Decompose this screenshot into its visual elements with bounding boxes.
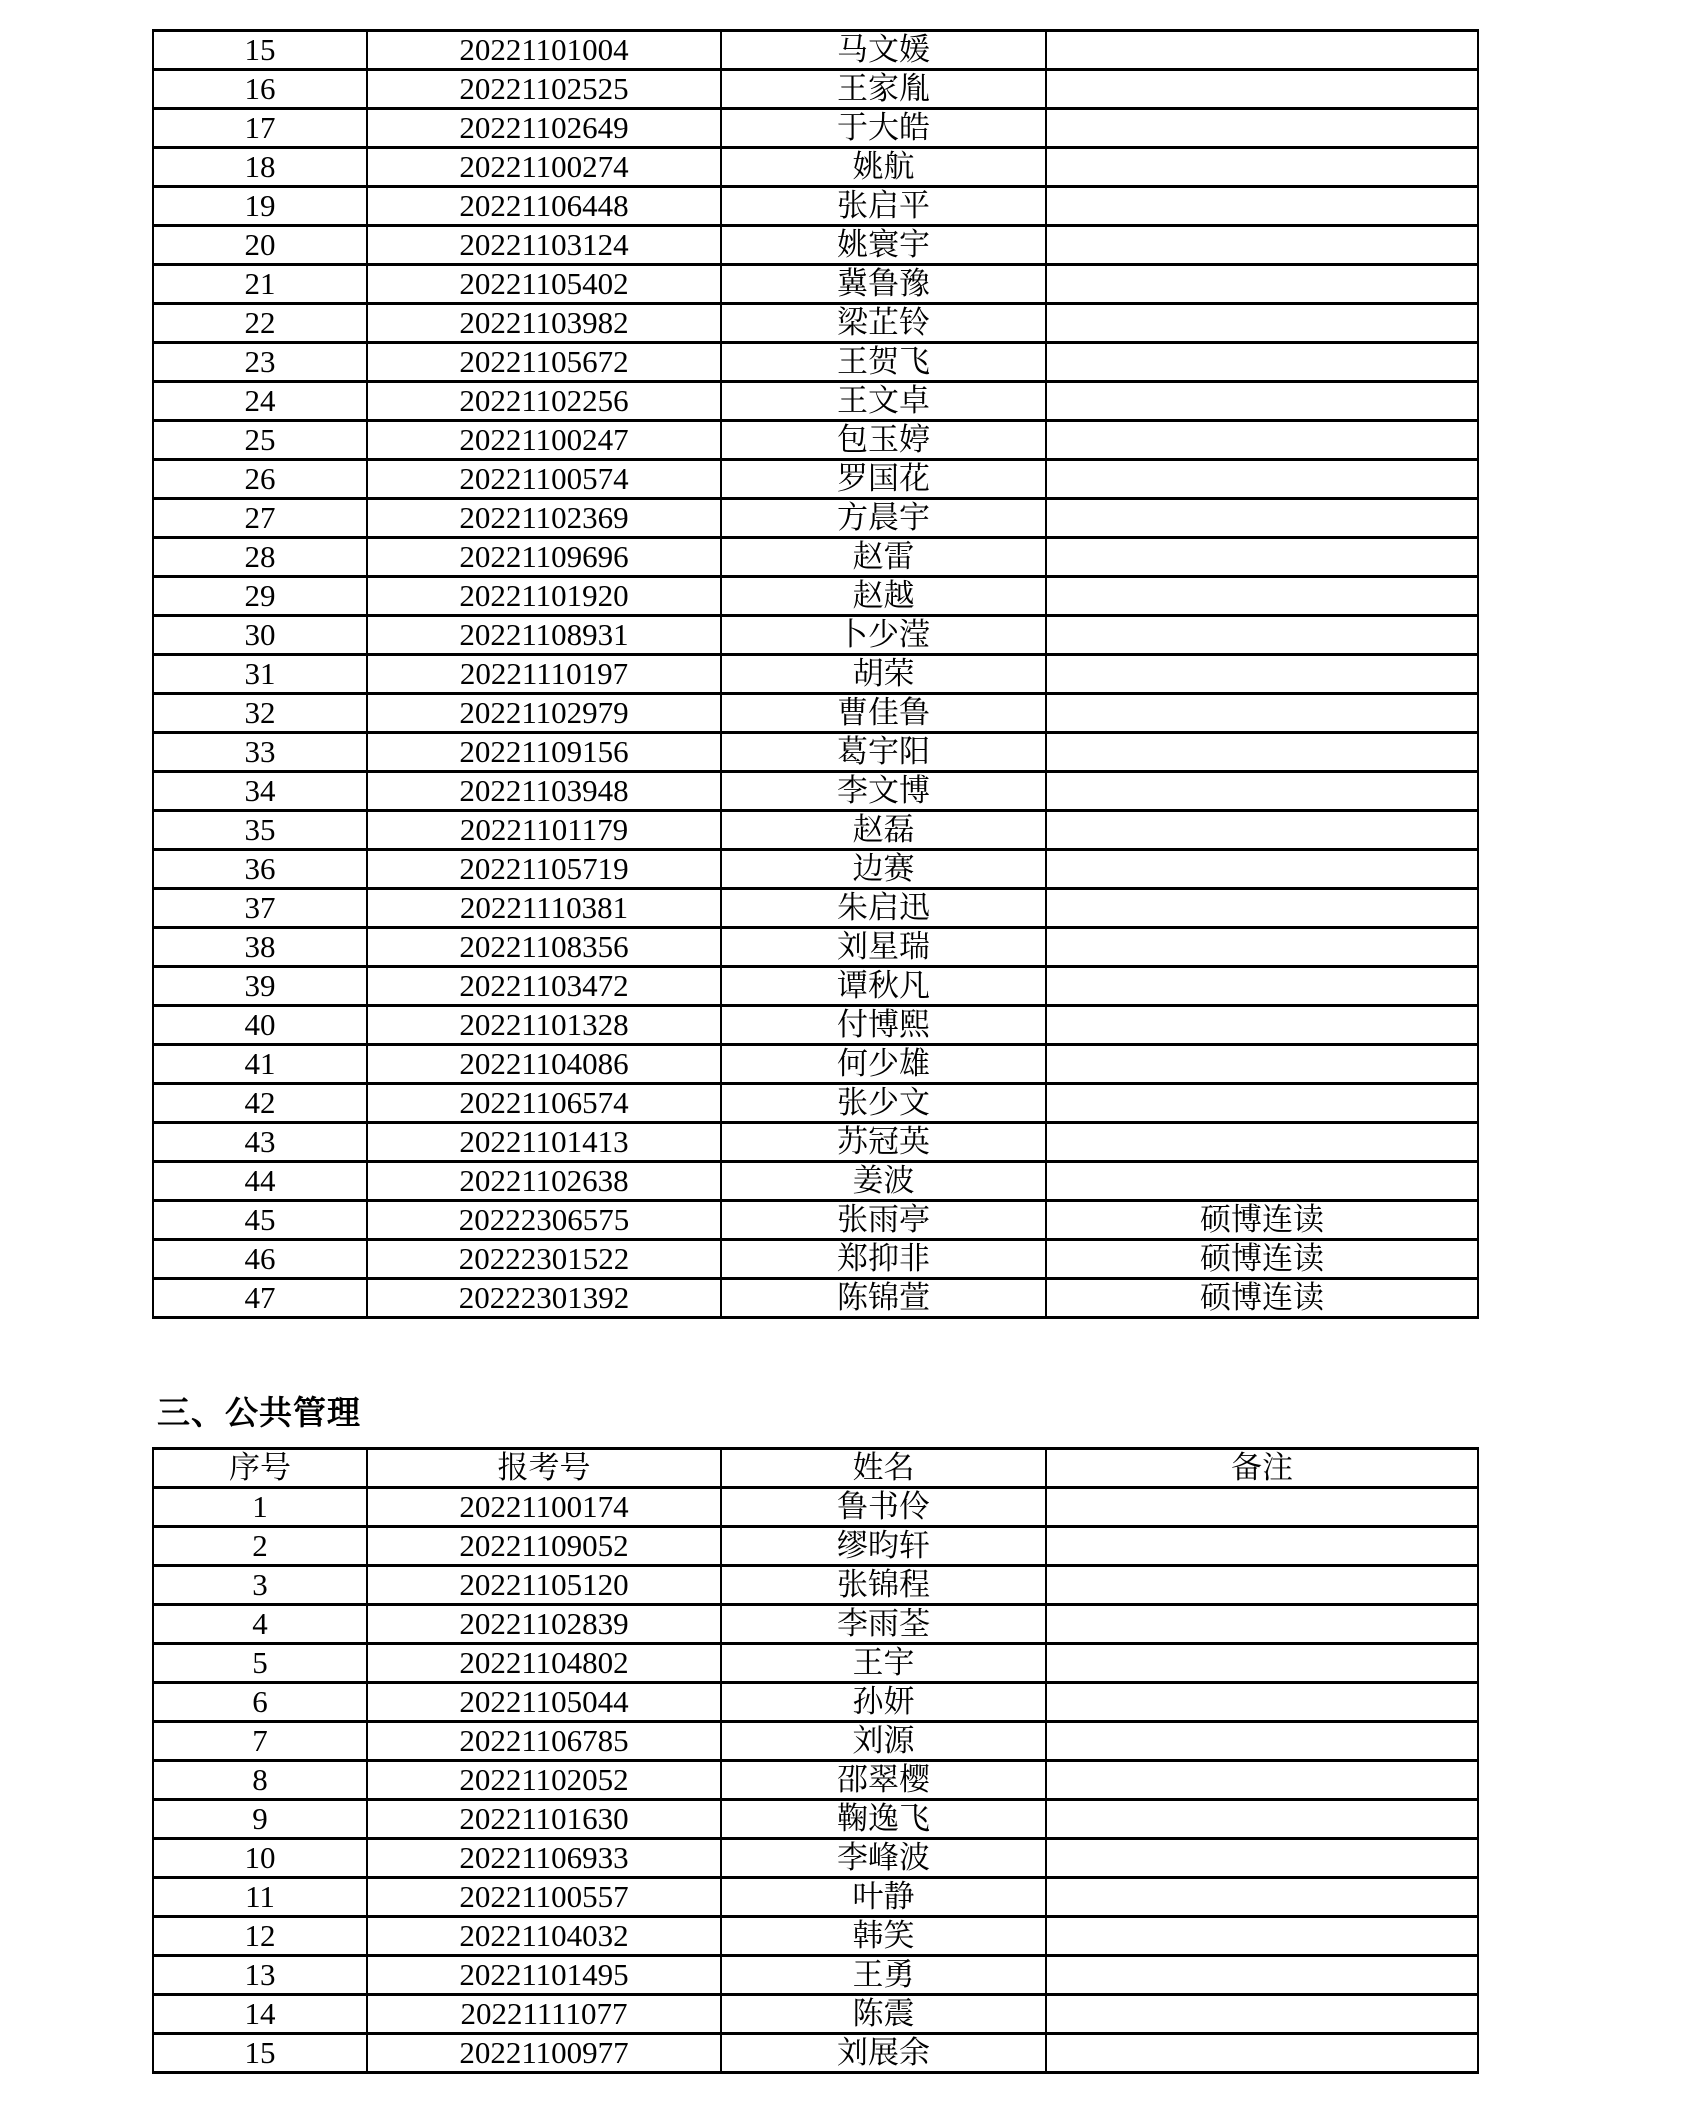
cell-no: 36 bbox=[153, 850, 367, 889]
cell-remark bbox=[1046, 1839, 1478, 1878]
table-row bbox=[153, 616, 1478, 655]
cell-no: 1 bbox=[153, 1488, 367, 1527]
cell-id: 20221102979 bbox=[367, 694, 721, 733]
cell-no: 2 bbox=[153, 1527, 367, 1566]
cell-name: 邵翠樱 bbox=[721, 1761, 1046, 1800]
cell-name: 鞠逸飞 bbox=[721, 1800, 1046, 1839]
cell-remark bbox=[1046, 109, 1478, 148]
cell-no: 6 bbox=[153, 1683, 367, 1722]
cell-id: 20222301392 bbox=[367, 1279, 721, 1318]
column-header-id: 报考号 bbox=[367, 1449, 721, 1488]
cell-name: 李峰波 bbox=[721, 1839, 1046, 1878]
table-row bbox=[153, 382, 1478, 421]
cell-name: 叶静 bbox=[721, 1878, 1046, 1917]
table-row bbox=[153, 1917, 1478, 1956]
cell-id: 20221106785 bbox=[367, 1722, 721, 1761]
table-row bbox=[153, 1605, 1478, 1644]
cell-remark bbox=[1046, 811, 1478, 850]
cell-id: 20221108356 bbox=[367, 928, 721, 967]
cell-id: 20221109052 bbox=[367, 1527, 721, 1566]
cell-remark bbox=[1046, 421, 1478, 460]
table-row bbox=[153, 1956, 1478, 1995]
cell-id: 20221102839 bbox=[367, 1605, 721, 1644]
cell-id: 20221103982 bbox=[367, 304, 721, 343]
cell-no: 5 bbox=[153, 1644, 367, 1683]
cell-id: 20221101179 bbox=[367, 811, 721, 850]
table-row bbox=[153, 1045, 1478, 1084]
cell-name: 包玉婷 bbox=[721, 421, 1046, 460]
cell-remark bbox=[1046, 343, 1478, 382]
cell-no: 27 bbox=[153, 499, 367, 538]
table-row bbox=[153, 1488, 1478, 1527]
cell-id: 20221105044 bbox=[367, 1683, 721, 1722]
cell-name: 刘星瑞 bbox=[721, 928, 1046, 967]
cell-id: 20221100174 bbox=[367, 1488, 721, 1527]
cell-name: 王文卓 bbox=[721, 382, 1046, 421]
cell-remark bbox=[1046, 1605, 1478, 1644]
cell-name: 何少雄 bbox=[721, 1045, 1046, 1084]
cell-name: 方晨宇 bbox=[721, 499, 1046, 538]
cell-no: 10 bbox=[153, 1839, 367, 1878]
cell-id: 20221101004 bbox=[367, 31, 721, 70]
cell-remark bbox=[1046, 1084, 1478, 1123]
table-row bbox=[153, 1201, 1478, 1240]
cell-id: 20221104802 bbox=[367, 1644, 721, 1683]
cell-id: 20221100574 bbox=[367, 460, 721, 499]
cell-remark bbox=[1046, 1800, 1478, 1839]
cell-remark bbox=[1046, 226, 1478, 265]
table-row bbox=[153, 733, 1478, 772]
table-row bbox=[153, 1995, 1478, 2034]
cell-name: 张雨亭 bbox=[721, 1201, 1046, 1240]
cell-id: 20221110197 bbox=[367, 655, 721, 694]
public-administration-table-body bbox=[153, 1488, 1478, 2073]
table-row bbox=[153, 304, 1478, 343]
cell-remark bbox=[1046, 265, 1478, 304]
cell-no: 32 bbox=[153, 694, 367, 733]
cell-no: 20 bbox=[153, 226, 367, 265]
cell-id: 20221100247 bbox=[367, 421, 721, 460]
cell-no: 17 bbox=[153, 109, 367, 148]
cell-remark bbox=[1046, 772, 1478, 811]
cell-remark bbox=[1046, 1006, 1478, 1045]
cell-id: 20221106448 bbox=[367, 187, 721, 226]
cell-remark bbox=[1046, 70, 1478, 109]
cell-remark bbox=[1046, 2034, 1478, 2073]
cell-id: 20221100274 bbox=[367, 148, 721, 187]
cell-id: 20221104032 bbox=[367, 1917, 721, 1956]
table-row bbox=[153, 1240, 1478, 1279]
cell-remark bbox=[1046, 1917, 1478, 1956]
cell-name: 朱启迅 bbox=[721, 889, 1046, 928]
cell-remark bbox=[1046, 499, 1478, 538]
cell-id: 20221102638 bbox=[367, 1162, 721, 1201]
cell-remark bbox=[1046, 1722, 1478, 1761]
cell-name: 罗国花 bbox=[721, 460, 1046, 499]
cell-remark: 硕博连读 bbox=[1046, 1240, 1478, 1279]
table-row bbox=[153, 1006, 1478, 1045]
table-row bbox=[153, 1123, 1478, 1162]
cell-no: 34 bbox=[153, 772, 367, 811]
cell-id: 20221101630 bbox=[367, 1800, 721, 1839]
cell-remark bbox=[1046, 694, 1478, 733]
cell-remark bbox=[1046, 1123, 1478, 1162]
cell-no: 39 bbox=[153, 967, 367, 1006]
table-row bbox=[153, 226, 1478, 265]
cell-name: 张少文 bbox=[721, 1084, 1046, 1123]
cell-no: 31 bbox=[153, 655, 367, 694]
cell-remark bbox=[1046, 1761, 1478, 1800]
cell-no: 4 bbox=[153, 1605, 367, 1644]
cell-remark bbox=[1046, 304, 1478, 343]
cell-no: 35 bbox=[153, 811, 367, 850]
cell-no: 9 bbox=[153, 1800, 367, 1839]
table-row bbox=[153, 655, 1478, 694]
table-row bbox=[153, 421, 1478, 460]
cell-no: 47 bbox=[153, 1279, 367, 1318]
table-row bbox=[153, 1839, 1478, 1878]
cell-id: 20221109696 bbox=[367, 538, 721, 577]
table-row bbox=[153, 265, 1478, 304]
cell-name: 赵雷 bbox=[721, 538, 1046, 577]
cell-name: 陈震 bbox=[721, 1995, 1046, 2034]
cell-id: 20221110381 bbox=[367, 889, 721, 928]
public-administration-table bbox=[152, 1447, 1479, 2074]
table-row bbox=[153, 1566, 1478, 1605]
cell-no: 23 bbox=[153, 343, 367, 382]
table-row bbox=[153, 1527, 1478, 1566]
cell-no: 41 bbox=[153, 1045, 367, 1084]
cell-remark bbox=[1046, 31, 1478, 70]
table-row bbox=[153, 928, 1478, 967]
cell-id: 20221102649 bbox=[367, 109, 721, 148]
cell-remark bbox=[1046, 1995, 1478, 2034]
cell-remark bbox=[1046, 1644, 1478, 1683]
table-row bbox=[153, 811, 1478, 850]
column-header-no: 序号 bbox=[153, 1449, 367, 1488]
cell-remark bbox=[1046, 889, 1478, 928]
section-heading-public-administration: 三、公共管理 bbox=[157, 1396, 361, 1432]
cell-id: 20221108931 bbox=[367, 616, 721, 655]
cell-name: 王家胤 bbox=[721, 70, 1046, 109]
cell-no: 7 bbox=[153, 1722, 367, 1761]
cell-name: 姜波 bbox=[721, 1162, 1046, 1201]
cell-id: 20221106933 bbox=[367, 1839, 721, 1878]
cell-remark bbox=[1046, 616, 1478, 655]
cell-no: 33 bbox=[153, 733, 367, 772]
cell-name: 于大皓 bbox=[721, 109, 1046, 148]
column-header-remark: 备注 bbox=[1046, 1449, 1478, 1488]
table-row bbox=[153, 772, 1478, 811]
cell-no: 38 bbox=[153, 928, 367, 967]
table-row bbox=[153, 187, 1478, 226]
table-row bbox=[153, 1800, 1478, 1839]
cell-remark bbox=[1046, 733, 1478, 772]
cell-id: 20221102256 bbox=[367, 382, 721, 421]
cell-remark bbox=[1046, 187, 1478, 226]
cell-name: 王贺飞 bbox=[721, 343, 1046, 382]
admission-list-table-continued-body bbox=[153, 31, 1478, 1318]
table-row bbox=[153, 70, 1478, 109]
cell-no: 30 bbox=[153, 616, 367, 655]
table-row bbox=[153, 2034, 1478, 2073]
cell-remark bbox=[1046, 382, 1478, 421]
cell-id: 20221105402 bbox=[367, 265, 721, 304]
cell-name: 李雨荃 bbox=[721, 1605, 1046, 1644]
cell-id: 20221105672 bbox=[367, 343, 721, 382]
cell-no: 44 bbox=[153, 1162, 367, 1201]
cell-remark bbox=[1046, 1162, 1478, 1201]
cell-no: 15 bbox=[153, 31, 367, 70]
cell-no: 28 bbox=[153, 538, 367, 577]
table-row bbox=[153, 1683, 1478, 1722]
cell-remark bbox=[1046, 967, 1478, 1006]
cell-id: 20222301522 bbox=[367, 1240, 721, 1279]
cell-name: 赵越 bbox=[721, 577, 1046, 616]
table-row bbox=[153, 460, 1478, 499]
cell-no: 42 bbox=[153, 1084, 367, 1123]
cell-no: 22 bbox=[153, 304, 367, 343]
cell-name: 张启平 bbox=[721, 187, 1046, 226]
cell-no: 18 bbox=[153, 148, 367, 187]
cell-remark bbox=[1046, 1488, 1478, 1527]
table-header-row bbox=[153, 1449, 1478, 1488]
cell-id: 20221102369 bbox=[367, 499, 721, 538]
table-row bbox=[153, 148, 1478, 187]
cell-name: 谭秋凡 bbox=[721, 967, 1046, 1006]
table-row bbox=[153, 850, 1478, 889]
cell-no: 15 bbox=[153, 2034, 367, 2073]
cell-remark bbox=[1046, 577, 1478, 616]
table-row bbox=[153, 1878, 1478, 1917]
cell-name: 马文媛 bbox=[721, 31, 1046, 70]
cell-no: 40 bbox=[153, 1006, 367, 1045]
cell-id: 20221102525 bbox=[367, 70, 721, 109]
cell-name: 李文博 bbox=[721, 772, 1046, 811]
column-header-name: 姓名 bbox=[721, 1449, 1046, 1488]
cell-remark bbox=[1046, 1956, 1478, 1995]
cell-id: 20221103472 bbox=[367, 967, 721, 1006]
cell-name: 付博熙 bbox=[721, 1006, 1046, 1045]
cell-remark bbox=[1046, 1566, 1478, 1605]
cell-no: 21 bbox=[153, 265, 367, 304]
cell-name: 葛宇阳 bbox=[721, 733, 1046, 772]
cell-remark: 硕博连读 bbox=[1046, 1201, 1478, 1240]
cell-id: 20221109156 bbox=[367, 733, 721, 772]
cell-no: 12 bbox=[153, 1917, 367, 1956]
table-row bbox=[153, 499, 1478, 538]
cell-name: 苏冠英 bbox=[721, 1123, 1046, 1162]
cell-name: 陈锦萱 bbox=[721, 1279, 1046, 1318]
cell-remark bbox=[1046, 460, 1478, 499]
cell-name: 王勇 bbox=[721, 1956, 1046, 1995]
cell-id: 20221101495 bbox=[367, 1956, 721, 1995]
cell-id: 20221101328 bbox=[367, 1006, 721, 1045]
cell-remark: 硕博连读 bbox=[1046, 1279, 1478, 1318]
cell-no: 37 bbox=[153, 889, 367, 928]
cell-name: 曹佳鲁 bbox=[721, 694, 1046, 733]
table-row bbox=[153, 1162, 1478, 1201]
table-row bbox=[153, 343, 1478, 382]
cell-id: 20222306575 bbox=[367, 1201, 721, 1240]
cell-name: 赵磊 bbox=[721, 811, 1046, 850]
cell-name: 韩笑 bbox=[721, 1917, 1046, 1956]
cell-no: 8 bbox=[153, 1761, 367, 1800]
cell-no: 45 bbox=[153, 1201, 367, 1240]
cell-id: 20221100557 bbox=[367, 1878, 721, 1917]
cell-name: 姚寰宇 bbox=[721, 226, 1046, 265]
table-row bbox=[153, 1644, 1478, 1683]
table-row bbox=[153, 1084, 1478, 1123]
cell-remark bbox=[1046, 1683, 1478, 1722]
cell-name: 缪昀轩 bbox=[721, 1527, 1046, 1566]
cell-no: 11 bbox=[153, 1878, 367, 1917]
cell-name: 鲁书伶 bbox=[721, 1488, 1046, 1527]
cell-remark bbox=[1046, 1527, 1478, 1566]
cell-name: 冀鲁豫 bbox=[721, 265, 1046, 304]
cell-id: 20221105719 bbox=[367, 850, 721, 889]
cell-no: 43 bbox=[153, 1123, 367, 1162]
cell-remark bbox=[1046, 148, 1478, 187]
table-row bbox=[153, 1722, 1478, 1761]
cell-no: 13 bbox=[153, 1956, 367, 1995]
table-row bbox=[153, 1279, 1478, 1318]
cell-name: 姚航 bbox=[721, 148, 1046, 187]
cell-name: 卜少滢 bbox=[721, 616, 1046, 655]
cell-id: 20221100977 bbox=[367, 2034, 721, 2073]
cell-no: 19 bbox=[153, 187, 367, 226]
cell-no: 3 bbox=[153, 1566, 367, 1605]
cell-name: 刘源 bbox=[721, 1722, 1046, 1761]
cell-no: 24 bbox=[153, 382, 367, 421]
cell-no: 26 bbox=[153, 460, 367, 499]
cell-name: 郑抑非 bbox=[721, 1240, 1046, 1279]
cell-name: 刘展余 bbox=[721, 2034, 1046, 2073]
table-row bbox=[153, 109, 1478, 148]
cell-no: 46 bbox=[153, 1240, 367, 1279]
cell-id: 20221106574 bbox=[367, 1084, 721, 1123]
cell-no: 25 bbox=[153, 421, 367, 460]
table-row bbox=[153, 31, 1478, 70]
cell-remark bbox=[1046, 655, 1478, 694]
table-row bbox=[153, 1761, 1478, 1800]
cell-id: 20221101413 bbox=[367, 1123, 721, 1162]
cell-no: 16 bbox=[153, 70, 367, 109]
cell-name: 王宇 bbox=[721, 1644, 1046, 1683]
table-row bbox=[153, 967, 1478, 1006]
cell-no: 14 bbox=[153, 1995, 367, 2034]
table-row bbox=[153, 889, 1478, 928]
cell-name: 边赛 bbox=[721, 850, 1046, 889]
table-row bbox=[153, 1449, 1478, 1488]
cell-remark bbox=[1046, 1878, 1478, 1917]
cell-remark bbox=[1046, 850, 1478, 889]
table-row bbox=[153, 577, 1478, 616]
cell-name: 孙妍 bbox=[721, 1683, 1046, 1722]
cell-id: 20221105120 bbox=[367, 1566, 721, 1605]
cell-remark bbox=[1046, 928, 1478, 967]
cell-remark bbox=[1046, 1045, 1478, 1084]
admission-list-table-continued bbox=[152, 29, 1479, 1319]
table-row bbox=[153, 694, 1478, 733]
table-row bbox=[153, 538, 1478, 577]
cell-id: 20221111077 bbox=[367, 1995, 721, 2034]
cell-id: 20221101920 bbox=[367, 577, 721, 616]
cell-no: 29 bbox=[153, 577, 367, 616]
cell-id: 20221104086 bbox=[367, 1045, 721, 1084]
cell-name: 胡荣 bbox=[721, 655, 1046, 694]
cell-id: 20221102052 bbox=[367, 1761, 721, 1800]
cell-id: 20221103948 bbox=[367, 772, 721, 811]
cell-name: 张锦程 bbox=[721, 1566, 1046, 1605]
cell-id: 20221103124 bbox=[367, 226, 721, 265]
cell-remark bbox=[1046, 538, 1478, 577]
cell-name: 梁芷铃 bbox=[721, 304, 1046, 343]
